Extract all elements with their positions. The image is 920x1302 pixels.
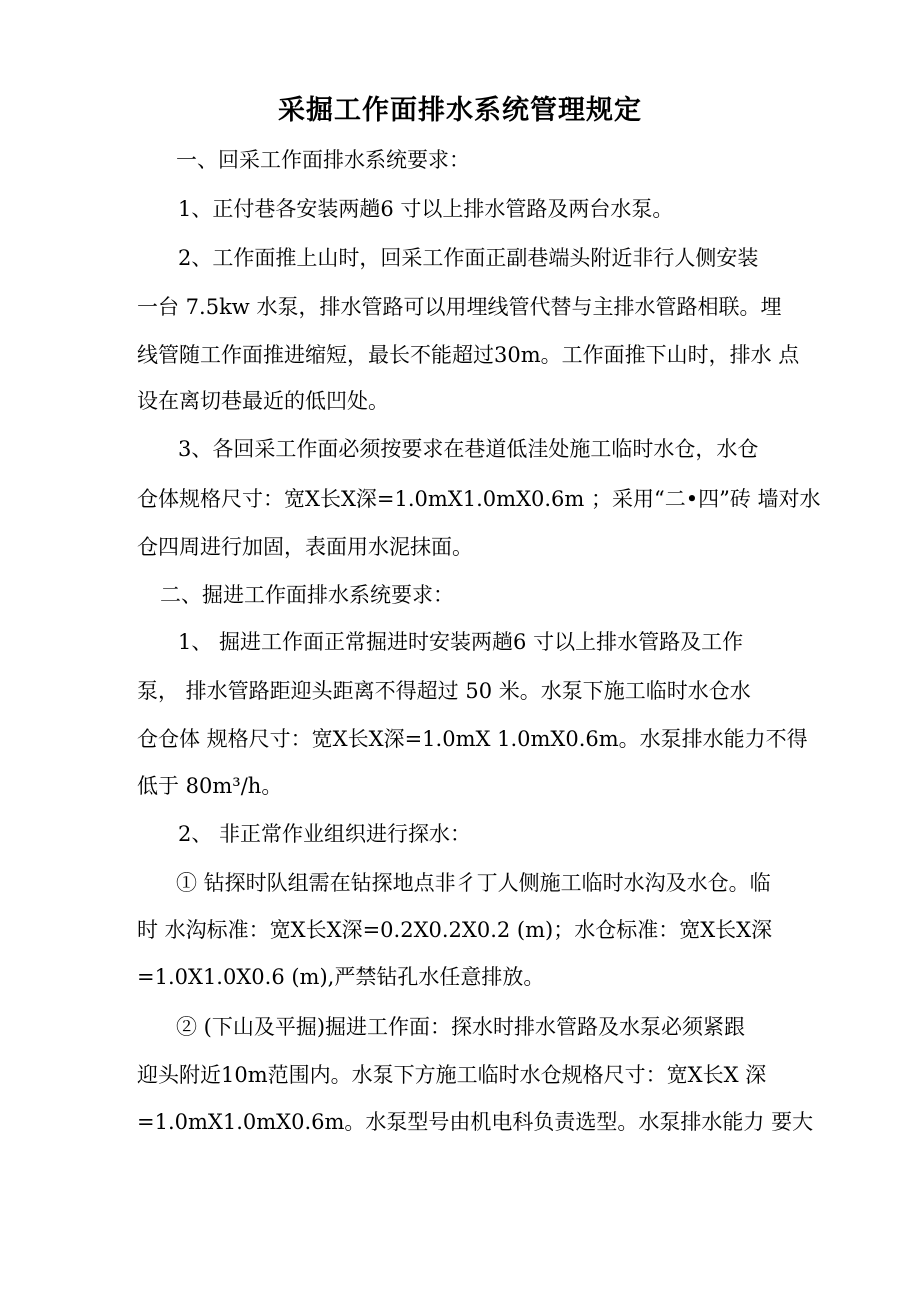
paragraph-line: =1.0mX1.0mX0.6m。水泵型号由机电科负责选型。水泵排水能力 要大 xyxy=(137,1110,814,1134)
paragraph-line: 2、 非正常作业组织进行探水： xyxy=(178,822,472,846)
paragraph-line: 2、工作面推上山时，回采工作面正副巷端头附近非行人侧安装 xyxy=(178,246,759,270)
document-title: 采掘工作面排水系统管理规定 xyxy=(278,95,642,126)
section-heading-1: 一、回采工作面排水系统要求： xyxy=(176,148,470,172)
paragraph-line: 1、正付巷各安装两趟6 寸以上排水管路及两台水泵。 xyxy=(178,197,674,221)
paragraph-line: 时 水沟标准：宽X长X深=0.2X0.2X0.2 (m)；水仓标准：宽X长X深 xyxy=(137,918,773,942)
paragraph-line: 一台 7.5kw 水泵，排水管路可以用埋线管代替与主排水管路相联。埋 xyxy=(137,295,782,319)
paragraph-line: 泵， 排水管路距迎头距离不得超过 50 米。水泵下施工临时水仓水 xyxy=(137,679,751,703)
paragraph-line: =1.0X1.0X0.6 (m),严禁钻孔水任意排放。 xyxy=(137,965,545,989)
paragraph-line: ② (下山及平掘)掘进工作面：探水时排水管路及水泵必须紧跟 xyxy=(176,1015,746,1039)
paragraph-line: 3、各回采工作面必须按要求在巷道低洼处施工临时水仓，水仓 xyxy=(178,437,759,461)
paragraph-line: 仓四周进行加固，表面用水泥抹面。 xyxy=(137,535,473,559)
paragraph-line: 仓体规格尺寸：宽X长X深=1.0mX1.0mX0.6m ；采用“二•四”砖 墙对水 xyxy=(137,487,821,511)
paragraph-line: 线管随工作面推进缩短，最长不能超过30m。工作面推下山时，排水 点 xyxy=(137,343,800,367)
paragraph-line: 1、 掘进工作面正常掘进时安装两趟6 寸以上排水管路及工作 xyxy=(178,630,744,654)
paragraph-line: 设在离切巷最近的低凹处。 xyxy=(137,389,389,413)
paragraph-line: 低于 80m³/h。 xyxy=(137,774,283,798)
paragraph-line: ① 钻探时队组需在钻探地点非彳丁人侧施工临时水沟及水仓。临 xyxy=(176,871,771,895)
section-heading-2: 二、掘进工作面排水系统要求： xyxy=(160,583,454,607)
paragraph-line: 迎头附近10m范围内。水泵下方施工临时水仓规格尺寸：宽X长X 深 xyxy=(137,1063,767,1087)
paragraph-line: 仓仓体 规格尺寸：宽X长X深=1.0mX 1.0mX0.6m。水泵排水能力不得 xyxy=(137,727,808,751)
